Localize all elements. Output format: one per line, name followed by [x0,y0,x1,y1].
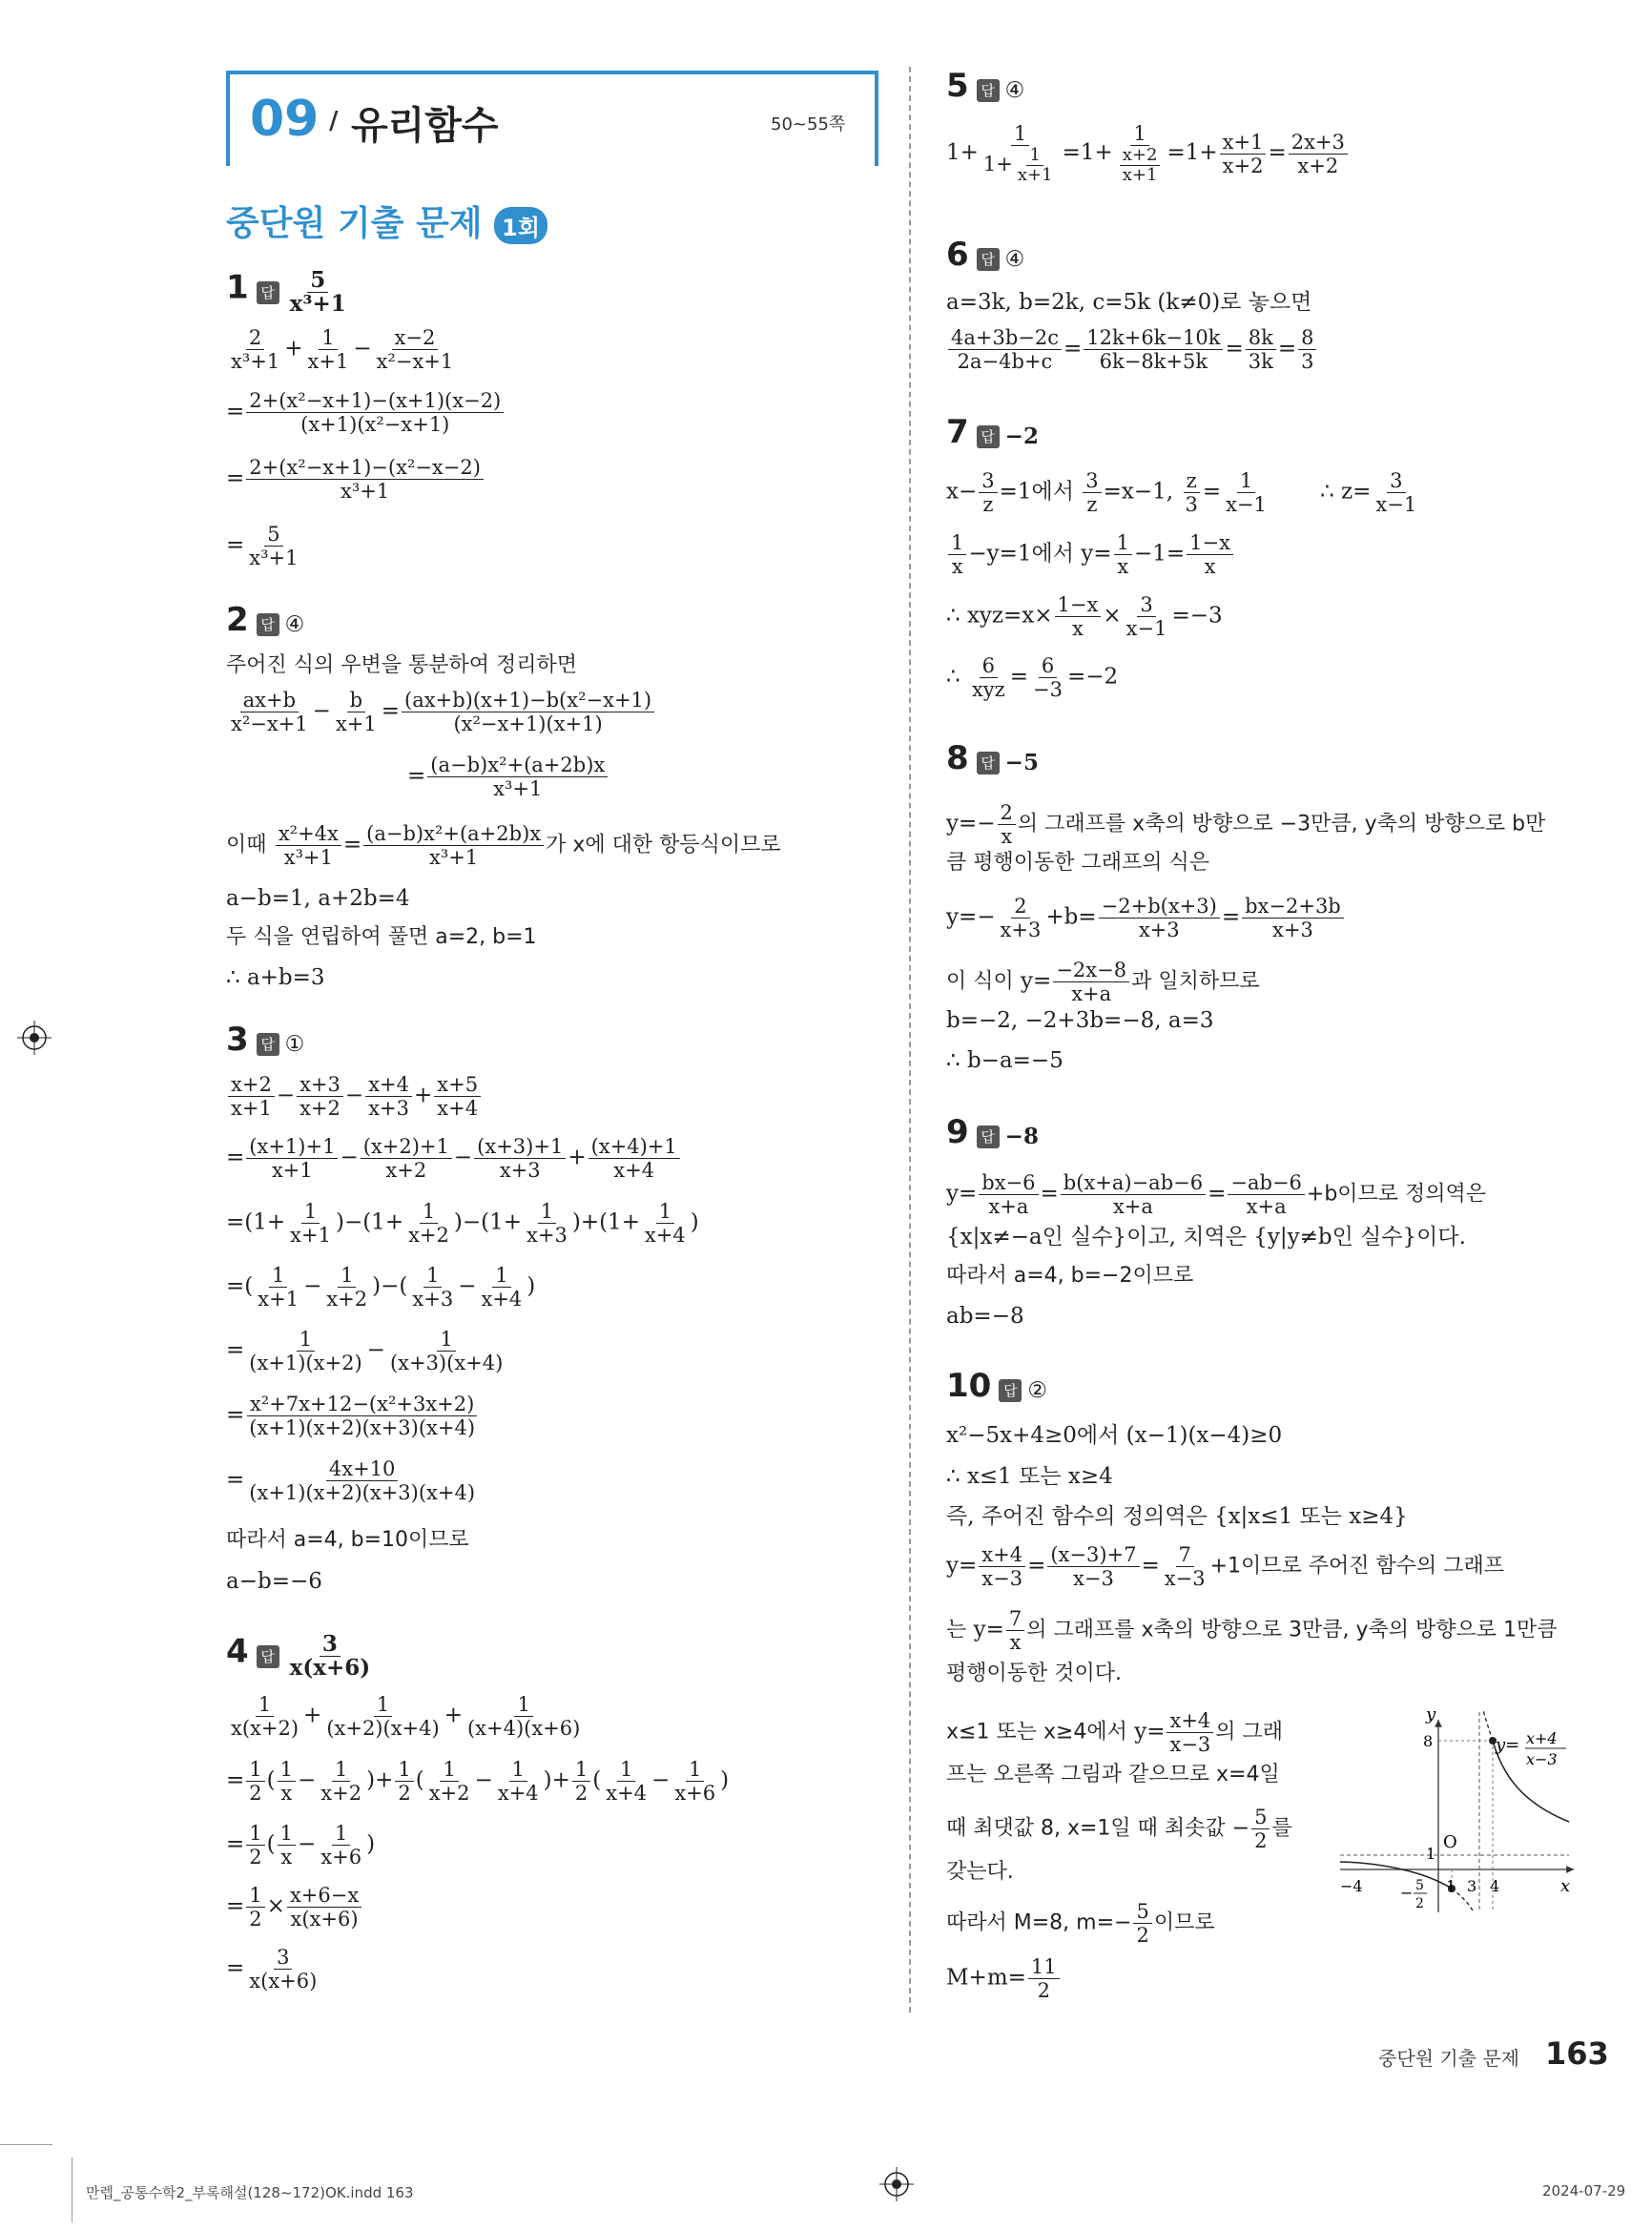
p7-eq3: ∴ xyz=x× $\frac{1-x}{x}$ × $\frac{3}{x-1}$ =−3 [946,593,1223,640]
p3-eq2: = $\frac{(x+1)+1}{x+1}$ − $\frac{(x+2)+1}{x+2}$ − $\frac{(x+3)+1}{x+3}$ + $\frac{(x+4)+1}{x+4}$ [226,1135,682,1182]
p8-text-5: ∴ b−a=−5 [946,1048,1063,1073]
p3-eq6: = $\frac{\text{x²+7x+12−(x²+3x+2)}}{(x+1)(x+2)(x+3)(x+4)}$ [226,1393,480,1439]
p10-text-1: x²−5x+4≥0에서 (x−1)(x−4)≥0 [946,1423,1283,1448]
tick-minus-5-2-num: 5 [1415,1878,1424,1893]
chapter-pages: 50~55쪽 [771,114,846,134]
p3-eq4: =( $\frac{1}{x+1}$ − $\frac{1}{x+2}$ )−( $\frac{1}{x+3}$ − $\frac{1}{x+4}$ ) [226,1264,536,1311]
p3-text-2: a−b=−6 [226,1569,322,1594]
p8-eq2: y=− $\frac{2}{x+3}$ +b= $\frac{-2+b(x+3)}{x+3}$ = $\frac{bx-2+3b}{x+3}$ [946,895,1346,941]
registration-mark-bottom [879,2167,914,2201]
p2-text-1: 주어진 식의 우변을 통분하여 정리하면 [226,653,578,677]
p3-eq5: = $\frac{1}{(x+1)(x+2)}$ − $\frac{1}{(x+3)(x+4)}$ [226,1328,504,1374]
p4-eq1: $\frac{1}{x(x+2)}$ + $\frac{1}{(x+2)(x+4)}$ + $\frac{1}{(x+4)(x+6)}$ [231,1693,581,1740]
p1-eq1: $\frac{2}{\text{x³+1}}$ + $\frac{1}{x+1}$ − $\frac{x-2}{\text{x²−x+1}}$ [231,326,454,373]
answer-badge: 답 [257,1645,279,1668]
answer-value: ④ [1004,247,1025,272]
answer-badge: 답 [257,281,279,304]
tick-1-y: 1 [1426,1845,1436,1863]
p2-eq3: 이때 $\frac{\text{x²+4x}}{\text{x³+1}}$ = $\frac{\text{(a−b)x²+(a+2b)x}}{\text{x³+1}}$ 가 x에 대한 항등식이므로 [226,822,781,869]
p1-eq4: = $\frac{5}{\text{x³+1}}$ [226,523,299,569]
p8-eq3: 이 식이 y= $\frac{-2x-8}{x+a}$ 과 일치하므로 [946,959,1260,1005]
p2-eq1: $\frac{ax+b}{\text{x²−x+1}}$ − $\frac{b}{x+1}$ = $\frac{\text{(ax+b)(x+1)−b(x²−x+1)}}{\text{(x²−x+1)(x+1)}}$ [226,689,656,735]
problem-2-heading [226,601,305,639]
footer-page-number: 163 [1545,2035,1609,2072]
problem-number: 8 [946,739,969,777]
footer-file-info: 만렙_공통수학2_부록해설(128~172)OK.indd 163 [86,2184,414,2201]
answer-value: −8 [1004,1124,1039,1149]
problem-10-heading [946,1367,1047,1405]
answer-value: ④ [284,612,305,637]
problem-8-heading [946,739,1039,777]
section-title [226,196,547,245]
function-label-prefix: y= [1496,1735,1520,1755]
problem-4-heading [226,1633,375,1680]
problem-number: 1 [226,268,249,307]
p4-eq5: = $\frac{3}{x(x+6)}$ [226,1946,318,1993]
answer-numerator: 5 [307,269,328,293]
problem-7-heading [946,413,1039,451]
tick-8: 8 [1423,1732,1434,1750]
problem-9-heading [946,1113,1039,1151]
p10-eq5: 따라서 M=8, m=− $\frac{5}{2}$ 이므로 [946,1900,1215,1947]
answer-numerator: 3 [320,1633,341,1657]
answer-value: −5 [1004,750,1039,775]
p9-text-3: 따라서 a=4, b=−2이므로 [946,1264,1194,1288]
p4-eq4: = $\frac{1}{2}$ × $\frac{x+6-x}{x(x+6)}$ [226,1884,363,1931]
p7-eq2: $\frac{1}{x}$ −y=1에서 y= $\frac{1}{x}$ −1= $\frac{1-x}{x}$ [946,531,1235,578]
chapter-title: 유리함수 [351,104,499,148]
answer-badge: 답 [257,613,279,636]
tick-minus-5-2-den: 2 [1415,1896,1424,1911]
p10-text-10: 갖는다. [946,1860,1014,1884]
section-round-badge: 1회 [494,207,547,244]
problem-3-heading [226,1021,305,1059]
p2-eq2: = $\frac{\text{(a−b)x²+(a+2b)x}}{\text{x³+1}}$ [407,754,609,800]
x-axis-label: x [1560,1876,1571,1896]
right-branch-dashed [1483,1710,1493,1741]
p9-text-2: {x|x≠−a인 실수}이고, 치역은 {y|y≠b인 실수}이다. [946,1225,1466,1249]
p8-text-4: b=−2, −2+3b=−8, a=3 [946,1008,1214,1033]
y-axis-label: y [1426,1704,1436,1724]
problem-6-heading [946,236,1025,274]
p10-eq2: 는 y= $\frac{7}{x}$ 의 그래프를 x축의 방향으로 3만큼, y축의 방향으로 1만큼 [946,1607,1558,1654]
origin-label: O [1443,1832,1457,1852]
p8-text-2: 큼 평행이동한 그래프의 식은 [946,851,1210,875]
p7-eq4: ∴ $\frac{6}{\text{xyz}}$ = $\frac{6}{-3}$ =−2 [946,654,1119,701]
chapter-slash: / [329,107,339,135]
answer-denominator: x(x+6) [289,1655,371,1681]
p5-eq1: 1+ 1 1+ $\frac{1}{x+1}$ =1+ $\frac{1}{\frac{x+2}{x+1}}$ =1+ $\frac{x+1}{x+2}$ = $\frac{2x+3}{x+2}$ [946,122,1350,185]
problem-number: 4 [226,1632,249,1671]
p2-text-5: ∴ a+b=3 [226,965,325,990]
tick-3: 3 [1467,1877,1477,1895]
tick-4: 4 [1490,1877,1500,1895]
problem-number: 5 [946,67,969,105]
function-label-denominator: x−3 [1526,1750,1558,1768]
problem-number: 10 [946,1367,992,1405]
answer-badge: 답 [999,1379,1022,1402]
p9-eq1: y= $\frac{bx-6}{x+a}$ = $\frac{b(x+a)-ab-6}{x+a}$ = $\frac{-ab-6}{x+a}$ +b이므로 정의역은 [946,1171,1487,1218]
p10-text-6: 평행이동한 것이다. [946,1662,1123,1685]
p9-text-4: ab=−8 [946,1304,1024,1329]
problem-number: 6 [946,236,969,274]
p10-eq6: M+m= $\frac{11}{2}$ [946,1955,1062,2002]
registration-mark-left [17,1021,52,1055]
rational-function-graph [1335,1703,1593,1917]
chapter-number: 09 [250,91,320,148]
answer-value: ② [1027,1378,1047,1403]
p1-eq2: = $\frac{\text{2+(x²−x+1)−(x+1)(x−2)}}{\text{(x+1)(x²−x+1)}}$ [226,389,506,436]
p1-eq3: = $\frac{\text{2+(x²−x+1)−(x²−x−2)}}{\text{x³+1}}$ [226,456,485,503]
p2-text-3: a−b=1, a+2b=4 [226,886,410,911]
tick-minus-4: −4 [1340,1877,1363,1895]
p8-eq1: y=− $\frac{2}{x}$ 의 그래프를 x축의 방향으로 −3만큼, y축의 방향으로 b만 [946,801,1546,848]
p10-eq1: y= $\frac{x+4}{x-3}$ = $\frac{(x-3)+7}{x-3}$ = $\frac{7}{x-3}$ +1이므로 주어진 함수의 그래프 [946,1543,1505,1590]
p3-eq3: =(1+ $\frac{1}{x+1}$ )−(1+ $\frac{1}{x+2}$ )−(1+ $\frac{1}{x+3}$ )+(1+ $\frac{1}{x+4}$ ) [226,1200,699,1247]
answer-badge: 답 [977,79,1000,102]
footer-section: 중단원 기출 문제 [1378,2047,1519,2070]
problem-number: 7 [946,413,969,451]
p10-text-2: ∴ x≤1 또는 x≥4 [946,1464,1113,1489]
problem-5-heading [946,67,1025,105]
answer-badge: 답 [977,425,1000,448]
p2-text-4: 두 식을 연립하여 풀면 a=2, b=1 [226,925,537,949]
p10-text-3: 즉, 주어진 함수의 정의역은 {x|x≤1 또는 x≥4} [946,1504,1408,1529]
tick-minus-5-2-sign: − [1400,1884,1414,1902]
p3-text-1: 따라서 a=4, b=10이므로 [226,1528,469,1552]
problem-number: 3 [226,1021,249,1059]
problem-1-heading [226,269,351,316]
footer-left-rule [0,2144,52,2145]
p3-eq7: = $\frac{4x+10}{(x+1)(x+2)(x+3)(x+4)}$ [226,1457,476,1504]
tick-1-x: 1 [1446,1877,1456,1895]
answer-denominator: x³+1 [289,291,346,317]
answer-badge: 답 [977,248,1000,271]
answer-value: −2 [1004,423,1039,449]
p3-eq1: $\frac{x+2}{x+1}$ − $\frac{x+3}{x+2}$ − $\frac{x+4}{x+3}$ + $\frac{x+5}{x+4}$ [226,1073,483,1120]
problem-number: 9 [946,1113,969,1151]
footer-date: 2024-07-29 [1542,2182,1626,2199]
p6-eq1: $\frac{4a+3b-2c}{2a-4b+c}$ = $\frac{12k+6k-10k}{6k-8k+5k}$ = $\frac{8k}{3k}$ = $\frac{8}{3}$ [946,326,1318,373]
section-title-text: 중단원 기출 문제 [226,204,483,243]
p10-eq3: x≤1 또는 x≥4에서 y= $\frac{x+4}{x-3}$ 의 그래 [946,1709,1284,1756]
p10-eq4: 때 최댓값 8, x=1일 때 최솟값 − $\frac{5}{2}$ 를 [946,1806,1292,1852]
answer-badge: 답 [977,1125,1000,1148]
problem-number: 2 [226,601,249,639]
answer-badge: 답 [977,752,1000,774]
p7-eq1: x− $\frac{3}{z}$ =1에서 $\frac{3}{z}$ =x−1, $\frac{z}{3}$ = $\frac{1}{x-1}$ ∴ z= $\frac{3}{x-1}$ [946,469,1417,516]
function-label-numerator: x+4 [1526,1729,1558,1747]
p4-eq3: = $\frac{1}{2}$ ( $\frac{1}{x}$ − $\frac{1}{x+6}$ ) [226,1822,376,1869]
p10-text-8: 프는 오른쪽 그림과 같으므로 x=4일 [946,1763,1280,1786]
answer-value: ① [284,1032,305,1057]
p4-eq2: = $\frac{1}{2}$ ( $\frac{1}{x}$ − $\frac{1}{x+2}$ )+ $\frac{1}{2}$ ( $\frac{1}{x+2}$ − $\frac{1}{x+4}$ )+ $\frac{1}{2}$ ( $\frac{1}{x+4}$ − $\frac{1}{x+6}$ ) [226,1758,730,1805]
answer-badge: 답 [257,1033,279,1056]
column-divider [909,67,911,2013]
p6-text-1: a=3k, b=2k, c=5k (k≠0)로 놓으면 [946,290,1312,315]
answer-value: ④ [1004,78,1025,103]
